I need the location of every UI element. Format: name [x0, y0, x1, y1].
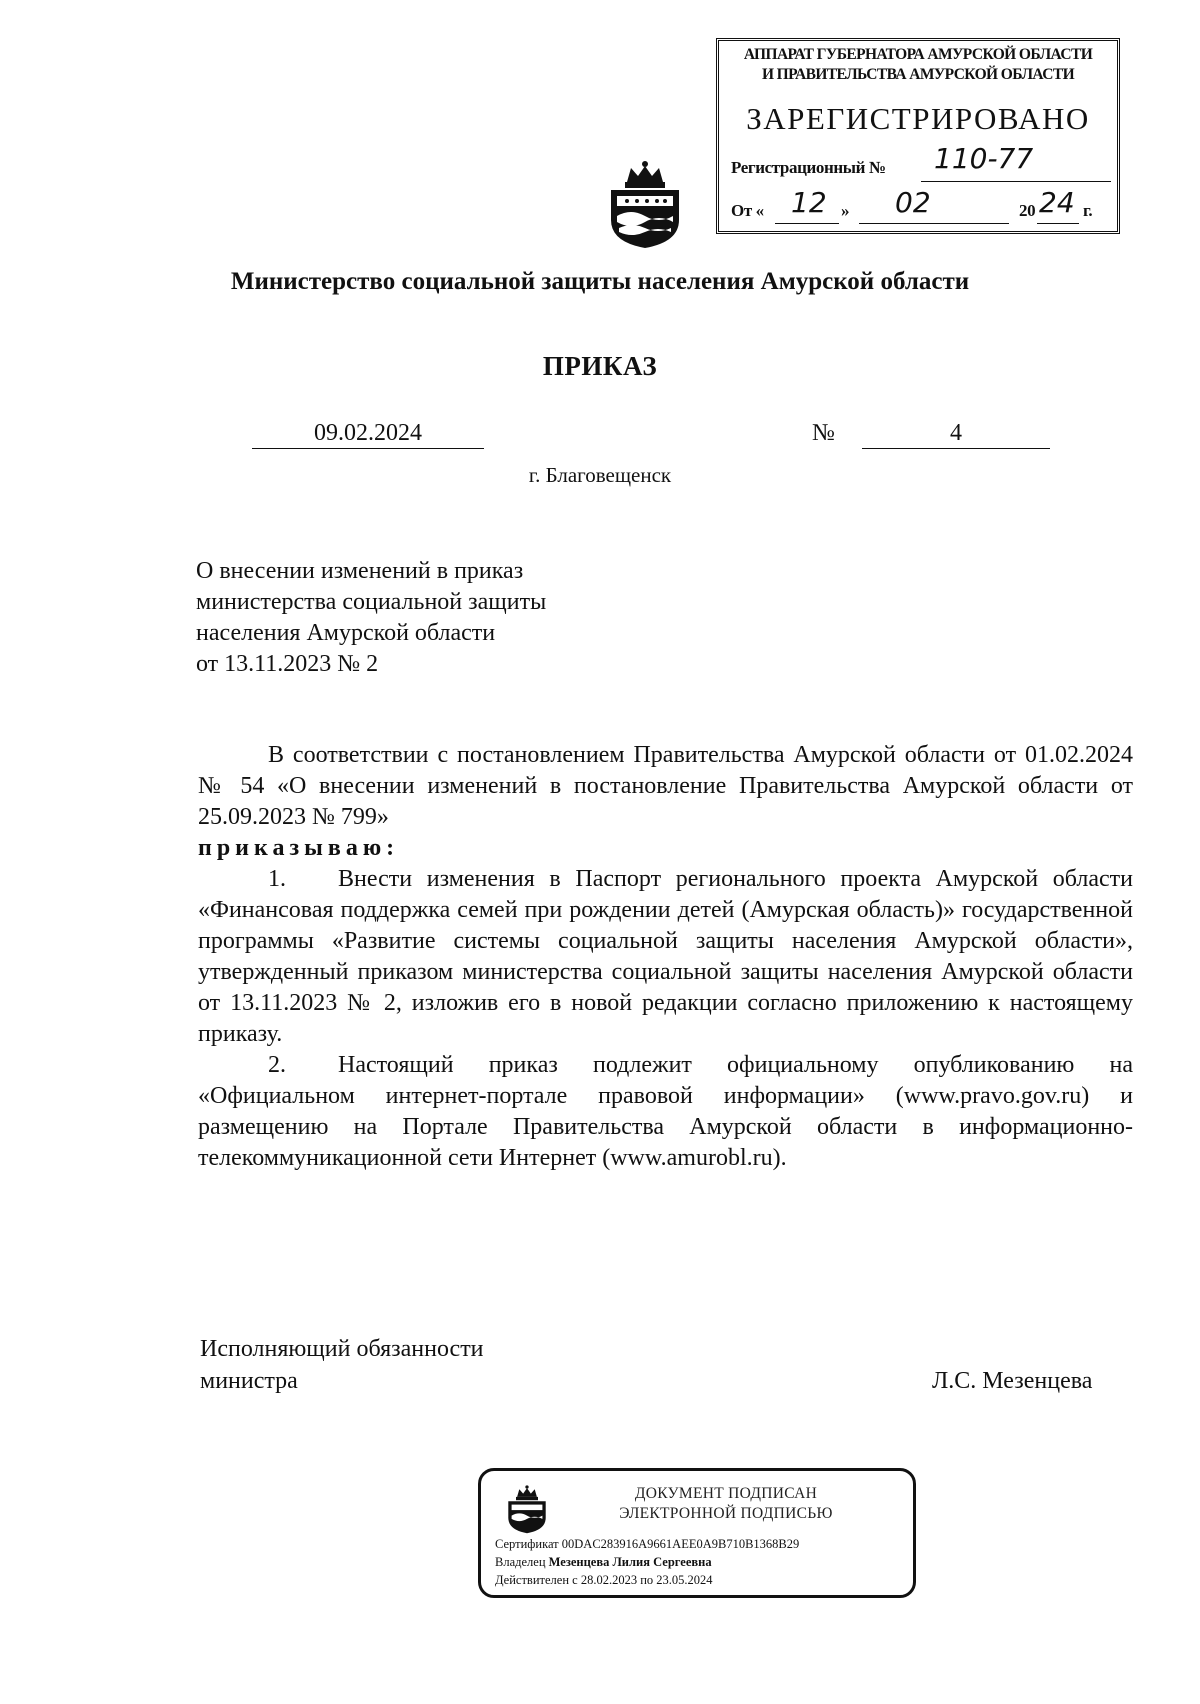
stamp-date-prefix: От «: [731, 201, 764, 220]
order-body: [198, 740, 1133, 1174]
stamp-date-month: 02: [895, 186, 931, 219]
esig-owner: [495, 1555, 712, 1570]
stamp-day-underline: [775, 223, 839, 224]
signatory-position: [200, 1333, 484, 1397]
stamp-month-underline: [859, 223, 1009, 224]
subject-line: населения Амурской области: [196, 620, 496, 646]
valid-to-label: по: [640, 1573, 654, 1587]
stamp-date-year: 24: [1039, 186, 1075, 219]
order-number: 4: [862, 418, 1050, 449]
position-line: Исполняющий обязанности: [200, 1336, 484, 1362]
order-subject: [196, 556, 546, 680]
order-date: 09.02.2024: [252, 418, 484, 449]
item-text: Внести изменения в Паспорт регионального проекта Амурской области «Финансовая поддержка семей при рождении детей (Амурская область)» государственной программы «Развитие системы социальной защиты населения Амурской области», утвержденный приказом министерства социальной защиты населения Амурской области от 13.11.2023 № 2, изложив его в новой редакции согласно приложению к настоящему приказу.: [198, 866, 1133, 1047]
subject-line: от 13.11.2023 № 2: [196, 651, 379, 677]
coat-of-arms-icon: [505, 1483, 549, 1535]
subject-line: министерства социальной защиты: [196, 589, 547, 615]
subject-line: О внесении изменений в приказ: [196, 558, 524, 584]
cert-value: 00DAC283916A9661AEE0A9B710B1368B29: [561, 1537, 800, 1551]
cert-label: Сертификат: [495, 1537, 559, 1551]
order-number-sign: №: [812, 420, 835, 446]
owner-label: Владелец: [495, 1555, 546, 1569]
stamp-org-line1: АППАРАТ ГУБЕРНАТОРА АМУРСКОЙ ОБЛАСТИ: [743, 46, 1093, 63]
document-title: ПРИКАЗ: [542, 351, 658, 381]
stamp-reg-number-underline: [921, 181, 1111, 182]
valid-to: 23.05.2024: [656, 1573, 713, 1587]
stamp-status: ЗАРЕГИСТРИРОВАНО: [746, 101, 1090, 136]
stamp-year-prefix: 20: [1019, 201, 1036, 220]
stamp-date-day-close: »: [841, 201, 850, 220]
coat-of-arms-icon: [605, 158, 685, 250]
item-number: 2.: [268, 1052, 286, 1078]
stamp-reg-number: 110-77: [934, 142, 1034, 175]
order-item: [198, 864, 1133, 1050]
item-number: 1.: [268, 866, 286, 892]
esig-head-line1: ДОКУМЕНТ ПОДПИСАН: [634, 1485, 818, 1502]
stamp-date-suffix: г.: [1083, 201, 1093, 220]
preamble: В соответствии с постановлением Правительства Амурской области от 01.02.2024 № 54 «О внесении изменений в постановление Правительства Амурской области от 25.09.2023 № 799»: [198, 742, 1133, 830]
signatory-name: Л.С. Мезенцева: [932, 1368, 1093, 1394]
ministry-name: Министерство социальной защиты населения Амурской области: [230, 268, 970, 295]
stamp-org-line2: И ПРАВИТЕЛЬСТВА АМУРСКОЙ ОБЛАСТИ: [761, 66, 1075, 83]
order-word: приказываю:: [198, 835, 400, 861]
valid-label: Действителен: [495, 1573, 570, 1587]
stamp-date-day: 12: [791, 186, 827, 219]
e-signature-stamp: [478, 1468, 916, 1598]
order-item: [198, 1050, 1133, 1174]
stamp-year-underline: [1037, 223, 1079, 224]
valid-from: 28.02.2023: [580, 1573, 638, 1587]
esig-certificate: [495, 1537, 799, 1552]
stamp-reg-number-label: Регистрационный №: [731, 158, 886, 177]
valid-from-label: с: [572, 1573, 578, 1587]
owner-value: Мезенцева Лилия Сергеевна: [548, 1555, 712, 1569]
esig-head-line2: ЭЛЕКТРОННОЙ ПОДПИСЬЮ: [619, 1505, 833, 1522]
city: г. Благовещенск: [528, 463, 672, 487]
item-text: Настоящий приказ подлежит официальному опубликованию на «Официальном интернет-портале правовой информации» (www.pravo.gov.ru) и размещению на Портале Правительства Амурской области в информационно-телекоммуникационной сети Интернет (www.amurobl.ru).: [198, 1052, 1133, 1171]
esig-validity: [495, 1573, 713, 1588]
registration-stamp: [716, 38, 1120, 234]
position-line: министра: [200, 1368, 298, 1394]
